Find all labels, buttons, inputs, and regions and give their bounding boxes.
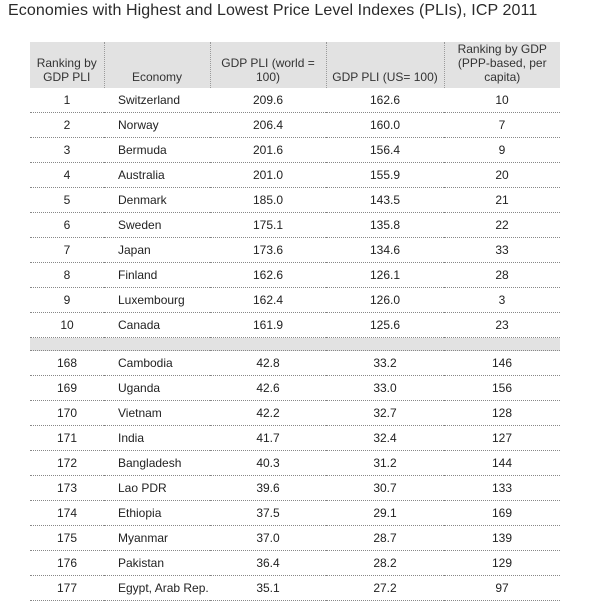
table-row: [30, 476, 560, 501]
cell-rank: 2: [30, 113, 104, 138]
cell-rank: 9: [30, 288, 104, 313]
separator-cell: [30, 338, 104, 351]
cell-rank: 173: [30, 476, 104, 501]
cell-gdp-rank: 23: [444, 313, 560, 338]
table-row: [30, 551, 560, 576]
cell-gdp-rank: 9: [444, 138, 560, 163]
cell-gdp-rank: 22: [444, 213, 560, 238]
cell-rank: 168: [30, 351, 104, 376]
cell-pli-us: 156.4: [326, 138, 444, 163]
cell-gdp-rank: 7: [444, 113, 560, 138]
table-row: [30, 576, 560, 601]
cell-economy: Japan: [104, 238, 210, 263]
cell-pli-world: 161.9: [210, 313, 326, 338]
cell-gdp-rank: 144: [444, 451, 560, 476]
cell-rank: 4: [30, 163, 104, 188]
cell-pli-us: 33.0: [326, 376, 444, 401]
cell-gdp-rank: 156: [444, 376, 560, 401]
cell-pli-us: 30.7: [326, 476, 444, 501]
table-row: [30, 526, 560, 551]
cell-economy: Canada: [104, 313, 210, 338]
cell-rank: 6: [30, 213, 104, 238]
cell-pli-world: 201.0: [210, 163, 326, 188]
cell-gdp-rank: 20: [444, 163, 560, 188]
cell-gdp-rank: 127: [444, 426, 560, 451]
table-row: [30, 313, 560, 338]
cell-rank: 174: [30, 501, 104, 526]
cell-gdp-rank: 139: [444, 526, 560, 551]
cell-pli-world: 39.6: [210, 476, 326, 501]
cell-pli-us: 134.6: [326, 238, 444, 263]
cell-pli-world: 42.2: [210, 401, 326, 426]
cell-pli-us: 162.6: [326, 88, 444, 113]
cell-rank: 169: [30, 376, 104, 401]
header-ranking-gdp-ppp: Ranking by GDP (PPP-based, per capita): [444, 42, 560, 88]
cell-pli-world: 201.6: [210, 138, 326, 163]
cell-pli-world: 40.3: [210, 451, 326, 476]
cell-pli-us: 27.2: [326, 576, 444, 601]
header-gdp-pli-us: GDP PLI (US= 100): [326, 42, 444, 88]
table-title: Economies with Highest and Lowest Price Level Indexes (PLIs), ICP 2011: [8, 2, 538, 19]
cell-economy: Ethiopia: [104, 501, 210, 526]
cell-rank: 8: [30, 263, 104, 288]
cell-pli-us: 125.6: [326, 313, 444, 338]
cell-economy: Sweden: [104, 213, 210, 238]
table-row: [30, 501, 560, 526]
cell-economy: Bangladesh: [104, 451, 210, 476]
cell-economy: Vietnam: [104, 401, 210, 426]
cell-gdp-rank: 97: [444, 576, 560, 601]
table-body: [30, 88, 560, 601]
table-row: [30, 88, 560, 113]
cell-gdp-rank: 10: [444, 88, 560, 113]
cell-rank: 170: [30, 401, 104, 426]
cell-gdp-rank: 33: [444, 238, 560, 263]
table-row: [30, 188, 560, 213]
cell-economy: Lao PDR: [104, 476, 210, 501]
cell-gdp-rank: 28: [444, 263, 560, 288]
cell-pli-us: 126.0: [326, 288, 444, 313]
cell-economy: Egypt, Arab Rep.: [104, 576, 210, 601]
table-row: [30, 138, 560, 163]
table-row: [30, 113, 560, 138]
cell-economy: India: [104, 426, 210, 451]
cell-rank: 10: [30, 313, 104, 338]
cell-pli-us: 29.1: [326, 501, 444, 526]
cell-economy: Australia: [104, 163, 210, 188]
cell-pli-world: 209.6: [210, 88, 326, 113]
header-ranking-gdp-pli: Ranking by GDP PLI: [30, 42, 104, 88]
table-row: [30, 238, 560, 263]
cell-economy: Uganda: [104, 376, 210, 401]
cell-pli-us: 31.2: [326, 451, 444, 476]
cell-pli-world: 206.4: [210, 113, 326, 138]
cell-economy: Cambodia: [104, 351, 210, 376]
table-row: [30, 263, 560, 288]
table-row: [30, 351, 560, 376]
cell-economy: Norway: [104, 113, 210, 138]
cell-economy: Switzerland: [104, 88, 210, 113]
separator-cell: [210, 338, 326, 351]
table-row: [30, 163, 560, 188]
header-gdp-pli-world: GDP PLI (world = 100): [210, 42, 326, 88]
header-economy: Economy: [104, 42, 210, 88]
cell-economy: Pakistan: [104, 551, 210, 576]
cell-pli-us: 143.5: [326, 188, 444, 213]
cell-rank: 5: [30, 188, 104, 213]
cell-pli-us: 28.2: [326, 551, 444, 576]
cell-gdp-rank: 128: [444, 401, 560, 426]
section-separator-row: [30, 338, 560, 351]
table-header: [30, 42, 560, 88]
cell-pli-world: 37.0: [210, 526, 326, 551]
cell-pli-world: 37.5: [210, 501, 326, 526]
cell-pli-world: 162.6: [210, 263, 326, 288]
cell-pli-us: 32.4: [326, 426, 444, 451]
cell-economy: Myanmar: [104, 526, 210, 551]
cell-economy: Finland: [104, 263, 210, 288]
table-row: [30, 401, 560, 426]
table-row: [30, 213, 560, 238]
cell-pli-world: 185.0: [210, 188, 326, 213]
separator-cell: [326, 338, 444, 351]
cell-pli-us: 135.8: [326, 213, 444, 238]
cell-rank: 171: [30, 426, 104, 451]
cell-pli-world: 173.6: [210, 238, 326, 263]
cell-rank: 3: [30, 138, 104, 163]
cell-pli-us: 126.1: [326, 263, 444, 288]
pli-table: [30, 42, 560, 601]
cell-rank: 176: [30, 551, 104, 576]
cell-rank: 177: [30, 576, 104, 601]
cell-gdp-rank: 21: [444, 188, 560, 213]
table-row: [30, 451, 560, 476]
cell-gdp-rank: 3: [444, 288, 560, 313]
cell-pli-world: 42.8: [210, 351, 326, 376]
table-row: [30, 376, 560, 401]
cell-pli-us: 33.2: [326, 351, 444, 376]
cell-rank: 172: [30, 451, 104, 476]
separator-cell: [104, 338, 210, 351]
pli-table-container: [30, 42, 560, 601]
cell-rank: 1: [30, 88, 104, 113]
cell-pli-world: 36.4: [210, 551, 326, 576]
cell-pli-world: 42.6: [210, 376, 326, 401]
cell-gdp-rank: 129: [444, 551, 560, 576]
cell-economy: Bermuda: [104, 138, 210, 163]
cell-pli-us: 155.9: [326, 163, 444, 188]
cell-pli-world: 162.4: [210, 288, 326, 313]
cell-pli-world: 35.1: [210, 576, 326, 601]
table-row: [30, 426, 560, 451]
cell-gdp-rank: 133: [444, 476, 560, 501]
cell-pli-world: 175.1: [210, 213, 326, 238]
table-row: [30, 288, 560, 313]
cell-pli-us: 28.7: [326, 526, 444, 551]
cell-pli-us: 160.0: [326, 113, 444, 138]
separator-cell: [444, 338, 560, 351]
cell-economy: Luxembourg: [104, 288, 210, 313]
cell-economy: Denmark: [104, 188, 210, 213]
cell-pli-world: 41.7: [210, 426, 326, 451]
cell-gdp-rank: 146: [444, 351, 560, 376]
cell-pli-us: 32.7: [326, 401, 444, 426]
cell-gdp-rank: 169: [444, 501, 560, 526]
cell-rank: 7: [30, 238, 104, 263]
cell-rank: 175: [30, 526, 104, 551]
